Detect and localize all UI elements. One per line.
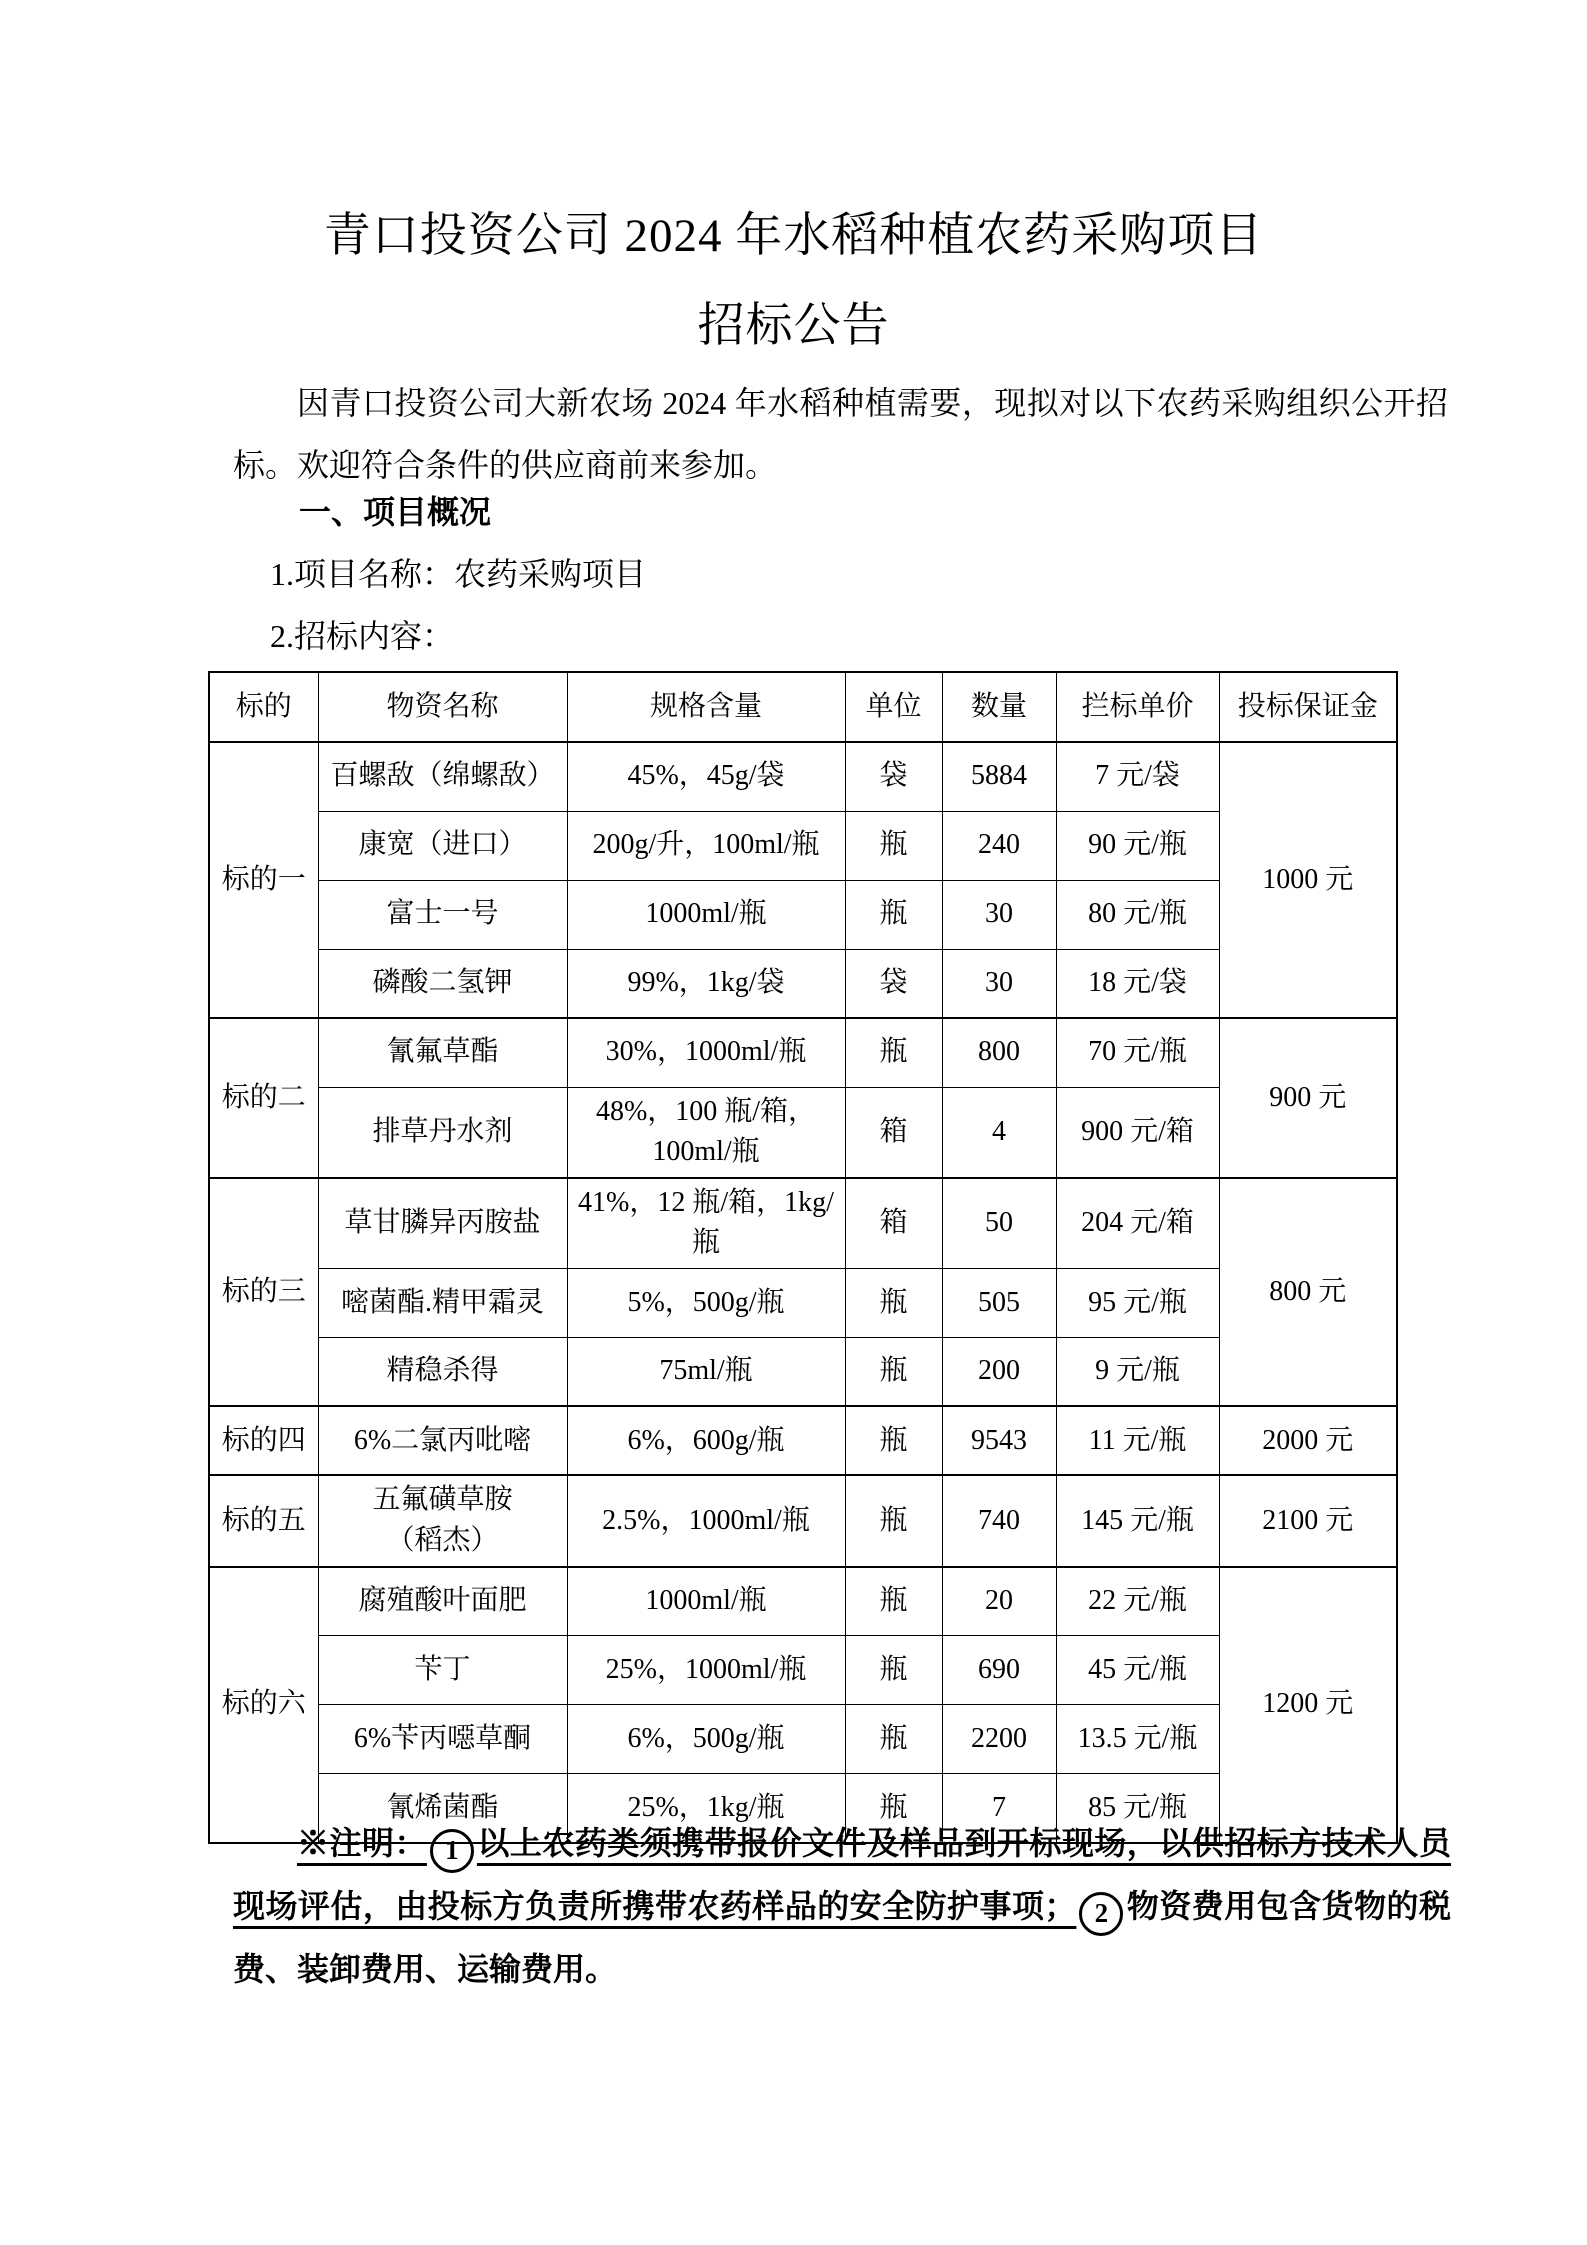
item-bid-content: 2.招标内容：: [270, 618, 455, 654]
note-paragraph: [233, 1812, 1451, 2001]
price-cell: 22 元/瓶: [1056, 1567, 1219, 1636]
deposit-cell: 2000 元: [1219, 1406, 1397, 1475]
price-cell: 7 元/袋: [1056, 742, 1219, 811]
product-name-cell: 富士一号: [318, 880, 567, 949]
product-name-cell: 嘧菌酯.精甲霜灵: [318, 1268, 567, 1337]
product-name-cell: 6%苄丙噁草酮: [318, 1705, 567, 1774]
product-name-cell: 腐殖酸叶面肥: [318, 1567, 567, 1636]
table-row: [209, 1475, 1397, 1566]
col-header-unit: 单位: [845, 672, 942, 742]
qty-cell: 50: [942, 1178, 1056, 1269]
spec-cell: 75ml/瓶: [567, 1337, 845, 1406]
spec-cell: 200g/升，100ml/瓶: [567, 811, 845, 880]
unit-cell: 瓶: [845, 1268, 942, 1337]
col-header-qty: 数量: [942, 672, 1056, 742]
spec-cell: 25%，1000ml/瓶: [567, 1636, 845, 1705]
price-cell: 70 元/瓶: [1056, 1018, 1219, 1087]
table-row: [209, 742, 1397, 811]
unit-cell: 瓶: [845, 1705, 942, 1774]
qty-cell: 30: [942, 880, 1056, 949]
qty-cell: 9543: [942, 1406, 1056, 1475]
document-title-line2: 招标公告: [697, 300, 890, 352]
table-row: [209, 1178, 1397, 1269]
unit-cell: 袋: [845, 742, 942, 811]
document-title-line1: 青口投资公司 2024 年水稻种植农药采购项目: [323, 210, 1264, 262]
procurement-table-body: [209, 742, 1397, 1843]
table-row: [209, 1705, 1397, 1774]
note-item1-text: 以上农药类须携带报价文件及样品到开标现场，以供招标方技术人员现场评估，由投标方负责所携带农药样品的安全防护事项；: [233, 1825, 1451, 1924]
price-cell: 95 元/瓶: [1056, 1268, 1219, 1337]
procurement-table-header: [209, 672, 1397, 742]
lot-cell: 标的二: [209, 1018, 318, 1178]
note-item2-text: 物资费用包含货物的税费、装卸费用、运输费用。: [233, 1888, 1451, 1987]
unit-cell: 袋: [845, 949, 942, 1018]
unit-cell: 箱: [845, 1087, 942, 1178]
deposit-cell: 1200 元: [1219, 1567, 1397, 1843]
item-project-name: 1.项目名称：农药采购项目: [270, 556, 647, 592]
deposit-cell: 800 元: [1219, 1178, 1397, 1407]
deposit-cell: 900 元: [1219, 1018, 1397, 1178]
table-row: [209, 1268, 1397, 1337]
product-name-cell: 精稳杀得: [318, 1337, 567, 1406]
unit-cell: 瓶: [845, 1406, 942, 1475]
table-row: [209, 1567, 1397, 1636]
spec-cell: 1000ml/瓶: [567, 1567, 845, 1636]
product-name-cell: 排草丹水剂: [318, 1087, 567, 1178]
product-name-cell: 氰烯菌酯: [318, 1774, 567, 1843]
unit-cell: 瓶: [845, 1337, 942, 1406]
spec-cell: 1000ml/瓶: [567, 880, 845, 949]
price-cell: 13.5 元/瓶: [1056, 1705, 1219, 1774]
unit-cell: 瓶: [845, 1018, 942, 1087]
table-row: [209, 1018, 1397, 1087]
col-header-deposit: 投标保证金: [1219, 672, 1397, 742]
unit-cell: 瓶: [845, 811, 942, 880]
intro-paragraph: 因青口投资公司大新农场 2024 年水稻种植需要，现拟对以下农药采购组织公开招标。欢迎符合条件的供应商前来参加。: [233, 385, 1448, 483]
qty-cell: 4: [942, 1087, 1056, 1178]
product-name-cell: 草甘膦异丙胺盐: [318, 1178, 567, 1269]
product-name-cell: [318, 1475, 567, 1566]
qty-cell: 240: [942, 811, 1056, 880]
col-header-lot: 标的: [209, 672, 318, 742]
col-header-spec: 规格含量: [567, 672, 845, 742]
unit-cell: 瓶: [845, 1636, 942, 1705]
price-cell: 204 元/箱: [1056, 1178, 1219, 1269]
table-row: [209, 1406, 1397, 1475]
unit-cell: 瓶: [845, 880, 942, 949]
price-cell: 900 元/箱: [1056, 1087, 1219, 1178]
circled-number-2: 2: [1079, 1892, 1123, 1936]
note-marker: ※注明：: [297, 1825, 427, 1861]
spec-cell: 2.5%，1000ml/瓶: [567, 1475, 845, 1566]
price-cell: 145 元/瓶: [1056, 1475, 1219, 1566]
table-row: [209, 949, 1397, 1018]
qty-cell: 200: [942, 1337, 1056, 1406]
spec-cell: 99%，1kg/袋: [567, 949, 845, 1018]
unit-cell: 箱: [845, 1178, 942, 1269]
spec-cell: 48%，100 瓶/箱，100ml/瓶: [567, 1087, 845, 1178]
qty-cell: 5884: [942, 742, 1056, 811]
product-name-cell: 康宽（进口）: [318, 811, 567, 880]
spec-cell: 6%，500g/瓶: [567, 1705, 845, 1774]
price-cell: 90 元/瓶: [1056, 811, 1219, 880]
table-row: [209, 1337, 1397, 1406]
header-row: [209, 672, 1397, 742]
table-row: [209, 811, 1397, 880]
table-row: [209, 1087, 1397, 1178]
qty-cell: 690: [942, 1636, 1056, 1705]
product-name-cell: 6%二氯丙吡嘧: [318, 1406, 567, 1475]
qty-cell: 7: [942, 1774, 1056, 1843]
qty-cell: 740: [942, 1475, 1056, 1566]
spec-cell: 6%，600g/瓶: [567, 1406, 845, 1475]
unit-cell: 瓶: [845, 1774, 942, 1843]
spec-cell: 41%，12 瓶/箱，1kg/瓶: [567, 1178, 845, 1269]
lot-cell: 标的四: [209, 1406, 318, 1475]
table-row: [209, 880, 1397, 949]
product-name-line2: （稻杰）: [386, 1524, 499, 1556]
section-heading-overview: 一、项目概况: [299, 494, 492, 530]
unit-cell: 瓶: [845, 1567, 942, 1636]
circled-number-1: 1: [430, 1829, 474, 1873]
price-cell: 80 元/瓶: [1056, 880, 1219, 949]
product-name-cell: 氰氟草酯: [318, 1018, 567, 1087]
qty-cell: 505: [942, 1268, 1056, 1337]
unit-cell: 瓶: [845, 1475, 942, 1566]
product-name-cell: 百螺敌（绵螺敌）: [318, 742, 567, 811]
procurement-table: [208, 671, 1398, 1844]
lot-cell: 标的五: [209, 1475, 318, 1566]
qty-cell: 2200: [942, 1705, 1056, 1774]
lot-cell: 标的一: [209, 742, 318, 1018]
qty-cell: 800: [942, 1018, 1056, 1087]
spec-cell: 5%，500g/瓶: [567, 1268, 845, 1337]
product-name-line1: 五氟磺草胺: [372, 1484, 513, 1516]
col-header-material-name: 物资名称: [318, 672, 567, 742]
spec-cell: 30%，1000ml/瓶: [567, 1018, 845, 1087]
qty-cell: 20: [942, 1567, 1056, 1636]
qty-cell: 30: [942, 949, 1056, 1018]
table-row: [209, 1636, 1397, 1705]
deposit-cell: 1000 元: [1219, 742, 1397, 1018]
price-cell: 11 元/瓶: [1056, 1406, 1219, 1475]
product-name-cell: 磷酸二氢钾: [318, 949, 567, 1018]
deposit-cell: 2100 元: [1219, 1475, 1397, 1566]
lot-cell: 标的六: [209, 1567, 318, 1843]
col-header-ceiling-price: 拦标单价: [1056, 672, 1219, 742]
lot-cell: 标的三: [209, 1178, 318, 1407]
price-cell: 9 元/瓶: [1056, 1337, 1219, 1406]
spec-cell: 25%，1kg/瓶: [567, 1774, 845, 1843]
product-name-cell: 苄丁: [318, 1636, 567, 1705]
spec-cell: 45%，45g/袋: [567, 742, 845, 811]
price-cell: 85 元/瓶: [1056, 1774, 1219, 1843]
price-cell: 18 元/袋: [1056, 949, 1219, 1018]
price-cell: 45 元/瓶: [1056, 1636, 1219, 1705]
